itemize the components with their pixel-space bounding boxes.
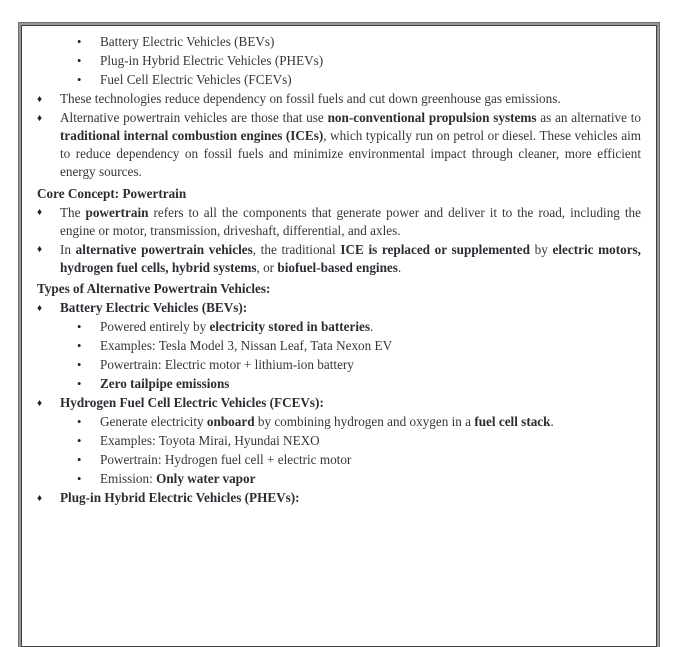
block-text: Powertrain: Hydrogen fuel cell + electric motor xyxy=(100,452,352,467)
block-text: Types of Alternative Powertrain Vehicles: xyxy=(37,281,271,296)
block-text: Hydrogen Fuel Cell Electric Vehicles (FCEVs): xyxy=(60,395,324,410)
block-text: Emission: Only water vapor xyxy=(100,471,256,486)
list-item xyxy=(22,299,641,317)
dot-bullet-icon: • xyxy=(77,415,82,429)
list-item xyxy=(22,204,641,240)
block-text: These technologies reduce dependency on fossil fuels and cut down greenhouse gas emissions. xyxy=(60,91,561,106)
list-item xyxy=(22,394,641,412)
dot-bullet-icon: • xyxy=(77,434,82,448)
list-item xyxy=(22,432,641,450)
dot-bullet-icon: • xyxy=(77,73,82,87)
diamond-bullet-icon: ♦ xyxy=(37,112,43,124)
block-text: Battery Electric Vehicles (BEVs): xyxy=(60,300,248,315)
diamond-bullet-icon: ♦ xyxy=(37,244,43,255)
diamond-bullet-icon: ♦ xyxy=(37,93,43,105)
block-text: Powered entirely by electricity stored in batteries. xyxy=(100,319,374,334)
list-item xyxy=(22,109,641,181)
block-text: Plug-in Hybrid Electric Vehicles (PHEVs): xyxy=(60,490,300,505)
list-item xyxy=(22,413,641,431)
list-item xyxy=(22,375,641,393)
dot-bullet-icon: • xyxy=(77,339,82,353)
dot-bullet-icon: • xyxy=(77,453,82,467)
list-item xyxy=(22,337,641,355)
document-frame xyxy=(21,25,657,647)
section-heading xyxy=(22,280,641,298)
list-item xyxy=(22,356,641,374)
list-item xyxy=(22,241,641,277)
diamond-bullet-icon: ♦ xyxy=(37,492,43,504)
document-content xyxy=(22,26,656,537)
section-heading xyxy=(22,185,641,203)
diamond-bullet-icon: ♦ xyxy=(37,207,43,218)
list-item xyxy=(22,318,641,336)
block-text: Powertrain: Electric motor + lithium-ion battery xyxy=(100,357,354,372)
block-text: In alternative powertrain vehicles, the traditional ICE is replaced or supplemented by electric motors, hydrogen fuel cells, hybrid systems, or biofuel-based engines. xyxy=(60,241,641,275)
block-text: Examples: Tesla Model 3, Nissan Leaf, Tata Nexon EV xyxy=(100,338,393,353)
diamond-bullet-icon: ♦ xyxy=(37,397,43,409)
list-item xyxy=(22,52,641,70)
list-item xyxy=(22,470,641,488)
list-item xyxy=(22,489,641,507)
block-text: Plug-in Hybrid Electric Vehicles (PHEVs) xyxy=(100,53,324,68)
block-text: Fuel Cell Electric Vehicles (FCEVs) xyxy=(100,72,292,87)
list-item xyxy=(22,451,641,469)
block-text: Generate electricity onboard by combining hydrogen and oxygen in a fuel cell stack. xyxy=(100,414,554,429)
dot-bullet-icon: • xyxy=(77,54,82,68)
dot-bullet-icon: • xyxy=(77,35,82,49)
block-text: Alternative powertrain vehicles are those that use non-conventional propulsion systems as an alternative to traditional internal combustion engines (ICEs), which typically run on petrol or diesel. These vehicles aim to reduce dependency on fossil fuels and minimize environmental impact through cleaner, more efficient energy sources. xyxy=(60,110,642,179)
list-item xyxy=(22,33,641,51)
dot-bullet-icon: • xyxy=(77,358,82,372)
block-text: Examples: Toyota Mirai, Hyundai NEXO xyxy=(100,433,320,448)
block-text: Battery Electric Vehicles (BEVs) xyxy=(100,34,275,49)
dot-bullet-icon: • xyxy=(77,320,82,334)
block-text: Zero tailpipe emissions xyxy=(100,376,230,391)
list-item xyxy=(22,71,641,89)
list-item xyxy=(22,90,641,108)
diamond-bullet-icon: ♦ xyxy=(37,302,43,314)
dot-bullet-icon: • xyxy=(77,377,82,391)
dot-bullet-icon: • xyxy=(77,472,82,486)
block-text: The powertrain refers to all the components that generate power and deliver it to the road, including the engine or motor, transmission, driveshaft, differential, and axles. xyxy=(60,204,641,238)
block-text: Core Concept: Powertrain xyxy=(37,185,187,201)
